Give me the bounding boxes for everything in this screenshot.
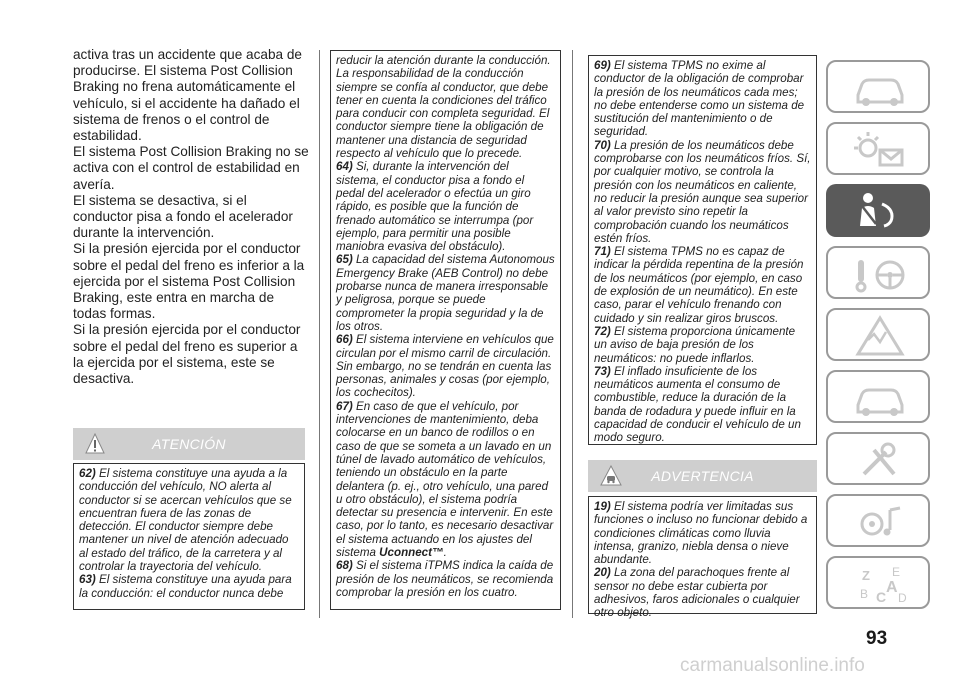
key-steering-icon	[828, 248, 932, 301]
atencion-title: ATENCIÓN	[152, 436, 226, 452]
advertencia-title: ADVERTENCIA	[651, 468, 754, 484]
car-warning-icon	[600, 465, 622, 487]
note-73: 73) El inflado insuficiente de los neumáticos aumenta el consumo de combustible, reduce la duración de la banda de rodadura y puede influir en la capacidad de conducir el vehículo de un modo seguro.	[594, 364, 801, 445]
car-icon	[828, 62, 932, 115]
tab-starting-driving[interactable]	[826, 246, 930, 299]
note-65: 65) La capacidad del sistema Autonomous Emergency Brake (AEB Control) no debe probarse nunca de manera irresponsable y peligrosa, porque se puede comprometer la propia seguridad y la de los otros.	[336, 253, 555, 333]
paragraph: El sistema se desactiva, si el conductor pisa a fondo el acelerador durante la intervención.	[73, 192, 293, 241]
column-1-body	[73, 47, 309, 387]
note-20: 20) La zona del parachoques frente al sensor no debe estar cubierta por adhesivos, faros adicionales o cualquier otro objeto.	[594, 566, 800, 620]
warning-triangle-icon	[85, 433, 105, 455]
advertencia-box	[588, 496, 817, 620]
note-67: 67) En caso de que el vehículo, por intervenciones de mantenimiento, deba colocarse en un banco de rodillos o en caso de que se someta a un lavado en un túnel de lavado automático de vehículos, teniendo un obstáculo en la parte delantera (p. ej., otro vehículo, una pared u otro obstáculo), el sistema podría detectar su presencia e intervenir. En este caso, por lo tanto, es necesario desactivar el sistema actuando en los ajustes del sistema Uconnect™.	[336, 399, 554, 559]
warning-triangle-icon	[828, 310, 932, 363]
note-72: 72) El sistema proporciona únicamente un aviso de baja presión de los neumáticos: no puede inflarlos.	[594, 324, 796, 365]
car-service-icon	[828, 372, 932, 425]
svg-text:D: D	[898, 591, 907, 605]
paragraph: El sistema Post Collision Braking no se activa con el control de estabilidad en avería.	[73, 144, 309, 192]
seatbelt-airbag-icon	[826, 184, 930, 237]
media-icon	[828, 496, 932, 549]
note-70: 70) La presión de los neumáticos debe comprobarse con los neumáticos fríos. Sí, por cualquier motivo, se controla la presión con los neumáticos en caliente, no reducir la presión aunque sea superior al valor previsto sino repetir la comprobación cuando los neumáticos estén fríos.	[594, 138, 811, 245]
paragraph: Si la presión ejercida por el conductor sobre el pedal del freno es inferior a la ejercida por el sistema Post Collision Braking, este entra en marcha de todas formas.	[73, 241, 305, 322]
tab-emergency[interactable]	[826, 308, 930, 361]
note-continued: reducir la atención durante la conducción. La responsabilidad de la conducción siempre se confía al conductor, que debe tener en cuenta la condiciones del tráfico para conducir con completa seguridad. El conductor siempre tiene la obligación de mantener una distancia de seguridad respecto al vehículo que lo precede.	[336, 54, 551, 161]
warning-lights-icon	[828, 124, 932, 177]
note-19: 19) El sistema podría ver limitadas sus funciones o incluso no funcionar debido a condiciones climáticas como lluvia intensa, granizo, niebla densa o nieve abundante.	[594, 500, 808, 567]
tools-icon	[828, 434, 932, 487]
atencion-banner	[73, 428, 305, 460]
advertencia-banner	[588, 460, 817, 492]
note-69: 69) El sistema TPMS no exime al conductor de la obligación de comprobar la presión de los neumáticos cada mes; no debe entenderse como un sistema de sustitución del mantenimiento o de seguridad.	[594, 59, 805, 139]
tab-safety[interactable]	[826, 184, 930, 237]
column-divider	[319, 50, 320, 618]
note-68: 68) Si el sistema iTPMS indica la caída de presión de los neumáticos, se recomienda comprobar la presión en los cuatro.	[336, 559, 554, 599]
index-letters-icon	[828, 558, 932, 611]
tab-technical-data[interactable]	[826, 432, 930, 485]
note-62: 62) El sistema constituye una ayuda a la conducción del vehículo, NO alerta al conductor si se acercan vehículos que se encuentran fuera de las zonas de detección. El conductor siempre debe mantener un nivel de atención adecuado al estado del tráfico, de la carretera y al controlar la trayectoria del vehículo.	[79, 467, 292, 574]
note-66: 66) El sistema interviene en vehículos que circulan por el mismo carril de circulación. Sin embargo, no se tendrán en cuenta las personas, animales y cosas (por ejemplo, los cochecitos).	[336, 333, 554, 400]
tab-vehicle[interactable]	[826, 60, 930, 113]
svg-text:E: E	[892, 565, 901, 579]
svg-text:B: B	[860, 587, 869, 601]
paragraph: Si la presión ejercida por el conductor sobre el pedal del freno es superior a la ejercida por el sistema, este se desactiva.	[73, 322, 301, 387]
note-71: 71) El sistema TPMS no es capaz de indicar la pérdida repentina de la presión de los neumáticos (por ejemplo, en caso de explosión de un neumático). En este caso, parar el vehículo frenando con cuidado y sin realizar giros bruscos.	[594, 245, 804, 325]
uconnect-brand: Uconnect™	[379, 545, 444, 559]
tab-warning-lights[interactable]	[826, 122, 930, 175]
page-number: 93	[866, 628, 888, 649]
atencion-continued-box	[330, 50, 561, 610]
atencion-continued-box-2	[588, 55, 817, 445]
svg-text:C: C	[876, 589, 887, 605]
atencion-box	[73, 463, 305, 610]
note-63: 63) El sistema constituye una ayuda para la conducción: el conductor nunca debe	[79, 573, 292, 600]
tab-multimedia[interactable]	[826, 494, 930, 547]
column-divider	[572, 50, 573, 618]
svg-text:Z: Z	[862, 568, 870, 583]
paragraph: activa tras un accidente que acaba de producirse. El sistema Post Collision Braking no frena automáticamente el vehículo, si el accidente ha dañado el sistema de frenos o el control de estabilidad.	[73, 47, 302, 144]
note-64: 64) Si, durante la intervención del sistema, el conductor pisa a fondo el pedal del acelerador o efectúa un giro rápido, es posible que la función de frenado automático se interrumpa (por ejemplo, para permitir una posible maniobra evasiva del obstáculo).	[336, 160, 534, 254]
watermark: carmanualsonline.info	[680, 655, 865, 676]
tab-index[interactable]	[826, 556, 930, 609]
tab-maintenance[interactable]	[826, 370, 930, 423]
svg-text:A: A	[886, 579, 898, 596]
